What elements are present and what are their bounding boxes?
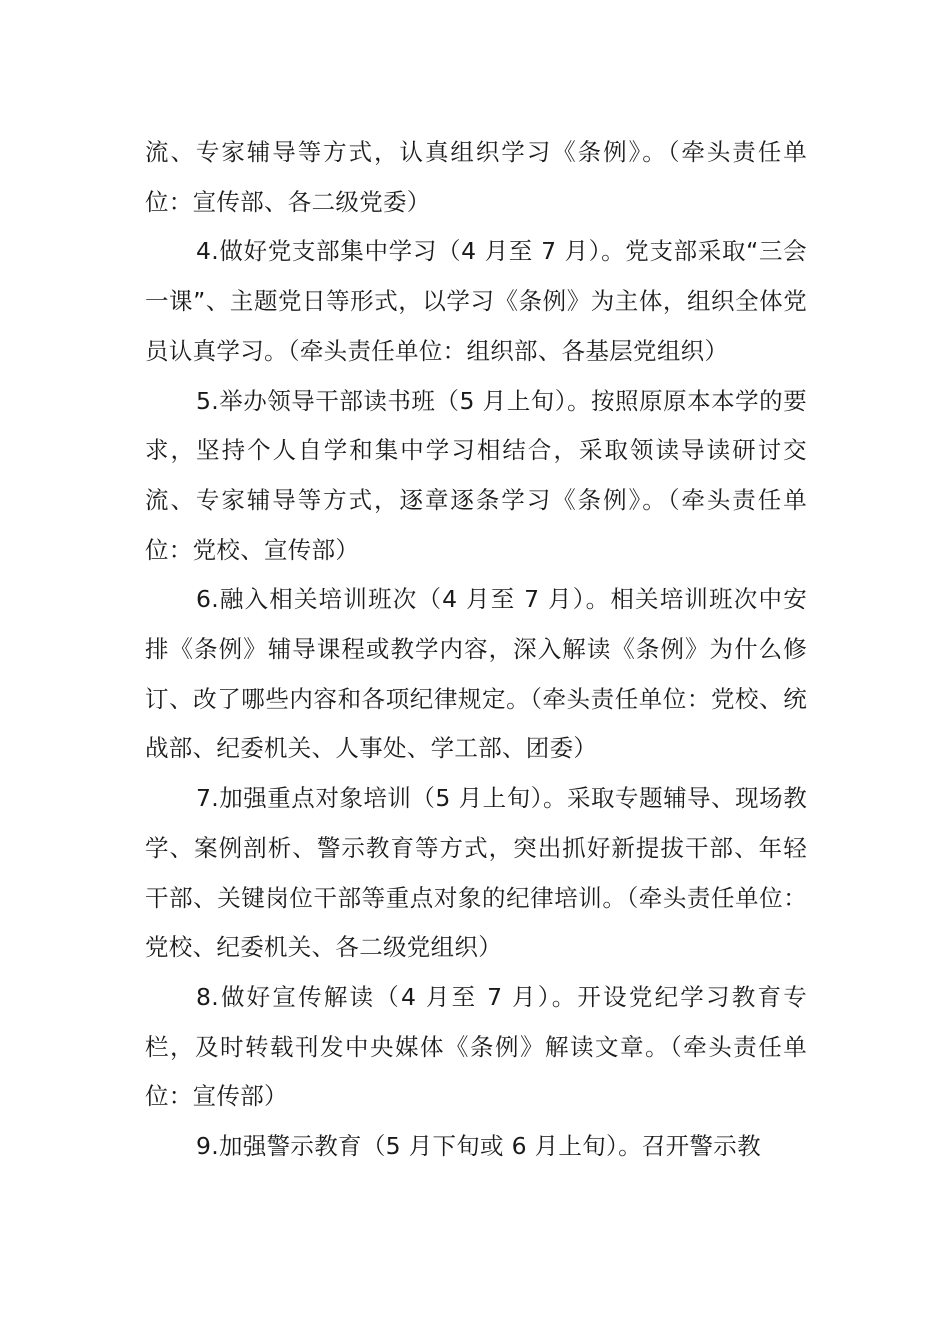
document-body [145, 128, 807, 1172]
paragraph-item-9: 9.加强警示教育（5 月下旬或 6 月上旬）。召开警示教 [196, 1132, 761, 1161]
paragraph-item-6: 6.融入相关培训班次（4 月至 7 月）。相关培训班次中安排《条例》辅导课程或教学内容，深入解读《条例》为什么修订、改了哪些内容和各项纪律规定。（牵头责任单位：党校、统战部、纪委机关、人事处、学工部、团委） [145, 585, 807, 763]
paragraph-item-7: 7.加强重点对象培训（5 月上旬）。采取专题辅导、现场教学、案例剖析、警示教育等方式，突出抓好新提拔干部、年轻干部、关键岗位干部等重点对象的纪律培训。（牵头责任单位：党校、纪委机关、各二级党组织） [145, 784, 807, 962]
paragraph-item-5: 5.举办领导干部读书班（5 月上旬）。按照原原本本学的要求，坚持个人自学和集中学习相结合，采取领读导读研讨交流、专家辅导等方式，逐章逐条学习《条例》。（牵头责任单位：党校、宣传部） [145, 386, 807, 564]
paragraph-item-8: 8.做好宣传解读（4 月至 7 月）。开设党纪学习教育专栏，及时转载刊发中央媒体《条例》解读文章。（牵头责任单位：宣传部） [145, 982, 807, 1111]
paragraph-item-4: 4.做好党支部集中学习（4 月至 7 月）。党支部采取“三会一课”、主题党日等形式，以学习《条例》为主体，组织全体党员认真学习。（牵头责任单位：组织部、各基层党组织） [145, 237, 807, 365]
paragraph-continuation: 流、专家辅导等方式，认真组织学习《条例》。（牵头责任单位：宣传部、各二级党委） [145, 138, 807, 216]
